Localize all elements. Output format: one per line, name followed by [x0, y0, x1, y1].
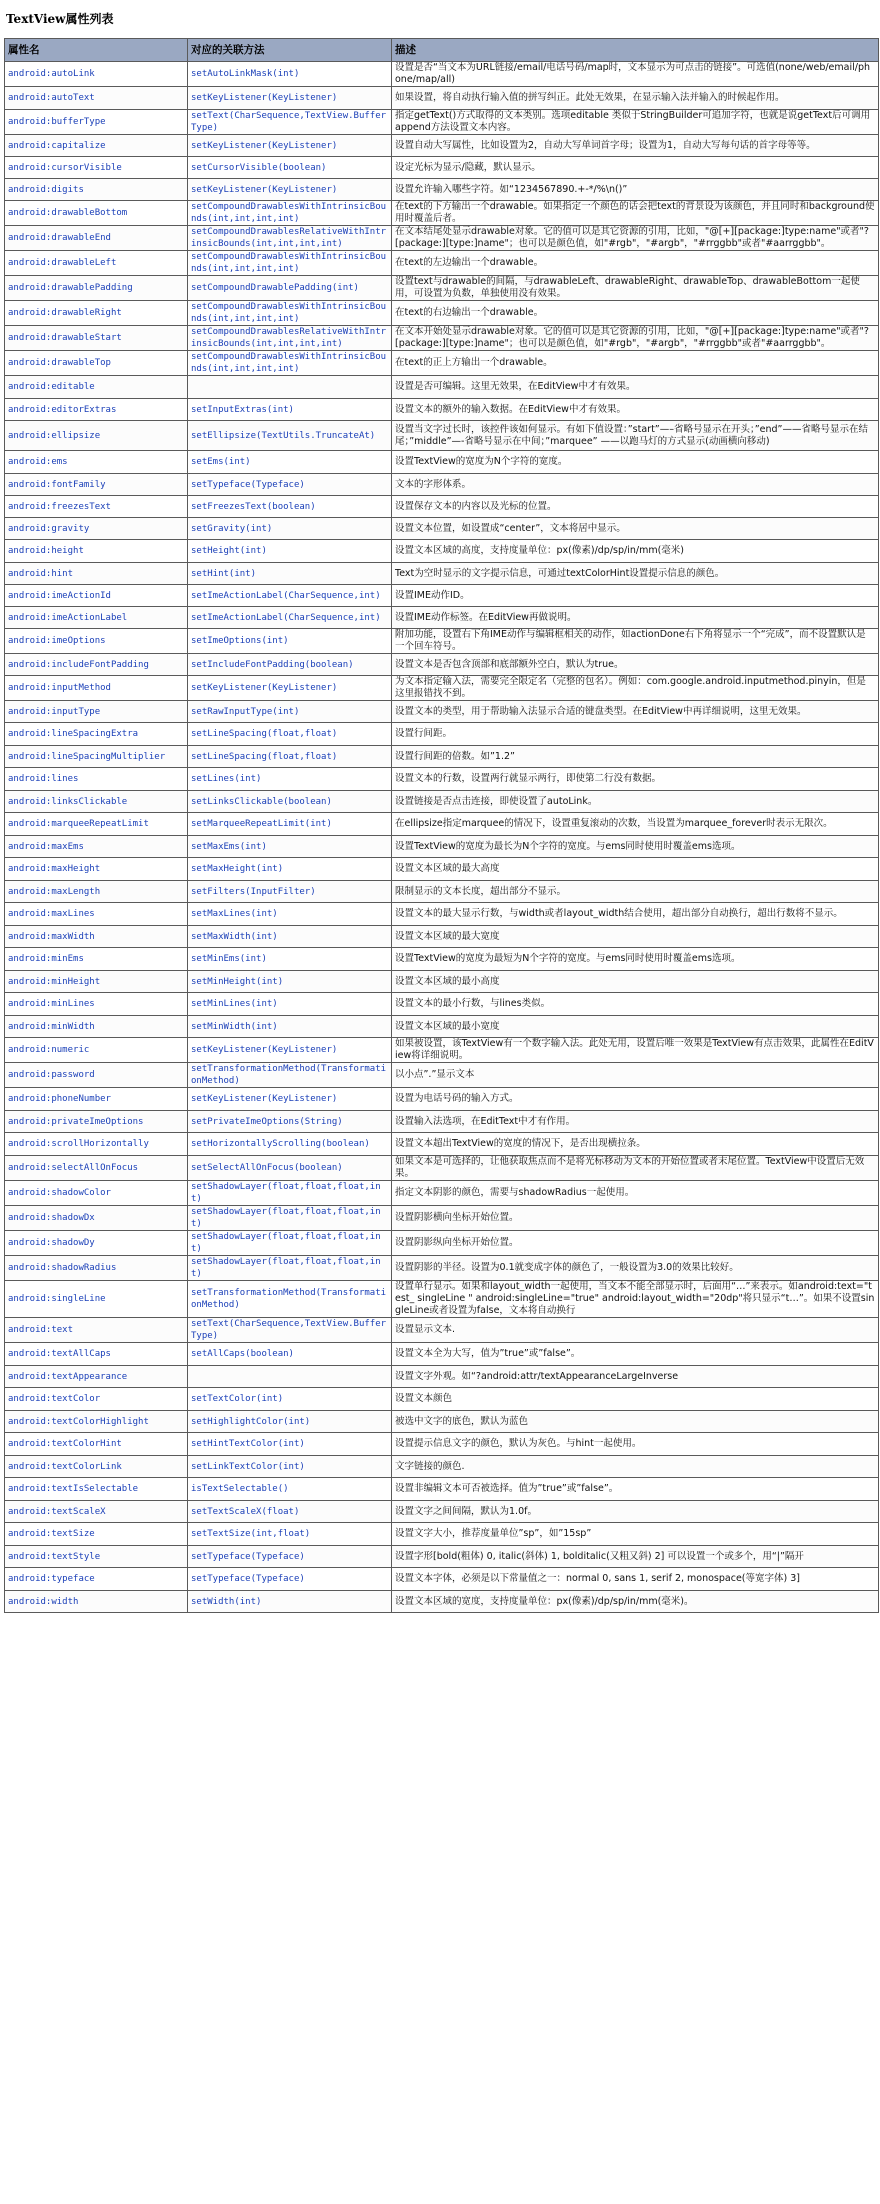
attribute-name-cell: android:maxHeight [5, 858, 188, 881]
description-cell: 指定getText()方式取得的文本类别。选项editable 类似于StringBuilder可追加字符，也就是说getText后可调用append方法设置文本内容。 [392, 110, 879, 135]
method-cell: setEms(int) [188, 451, 392, 474]
method-cell: setLines(int) [188, 768, 392, 791]
description-cell: 设置文本的最大显示行数，与width或者layout_width结合使用，超出部分自动换行，超出行数将不显示。 [392, 903, 879, 926]
attribute-name-cell: android:privateImeOptions [5, 1111, 188, 1133]
description-cell: Text为空时显示的文字提示信息，可通过textColorHint设置提示信息的颜色。 [392, 563, 879, 585]
method-cell: setPrivateImeOptions(String) [188, 1111, 392, 1133]
header-desc: 描述 [392, 39, 879, 62]
description-cell: 在ellipsize指定marquee的情况下，设置重复滚动的次数，当设置为marquee_forever时表示无限次。 [392, 813, 879, 836]
attribute-name-cell: android:shadowColor [5, 1181, 188, 1206]
description-cell: 设置TextView的宽度为最长为N个字符的宽度。与ems同时使用时覆盖ems选项。 [392, 836, 879, 858]
attribute-name-cell: android:editorExtras [5, 399, 188, 421]
description-cell: 设置文本区域的高度，支持度量单位：px(像素)/dp/sp/in/mm(毫米) [392, 540, 879, 563]
method-cell: setTextColor(int) [188, 1388, 392, 1411]
attribute-name-cell: android:singleLine [5, 1281, 188, 1318]
table-row [5, 1206, 879, 1231]
attribute-name-cell: android:shadowDx [5, 1206, 188, 1231]
description-cell: 设置文本区域的最小高度 [392, 971, 879, 993]
description-cell: 设置是否“当文本为URL链接/email/电话号码/map时，文本显示为可点击的链接”。可选值(none/web/email/phone/map/all) [392, 62, 879, 87]
table-row [5, 1281, 879, 1318]
attribute-name-cell: android:gravity [5, 518, 188, 540]
table-row [5, 251, 879, 276]
method-cell: setWidth(int) [188, 1591, 392, 1613]
table-row [5, 723, 879, 746]
method-cell: setMarqueeRepeatLimit(int) [188, 813, 392, 836]
method-cell: setMaxHeight(int) [188, 858, 392, 881]
method-cell: setKeyListener(KeyListener) [188, 87, 392, 110]
attribute-name-cell: android:minLines [5, 993, 188, 1016]
description-cell: 设置文本位置，如设置成“center”，文本将居中显示。 [392, 518, 879, 540]
attribute-name-cell: android:ems [5, 451, 188, 474]
description-cell: 在text的下方输出一个drawable。如果指定一个颜色的话会把text的背景设为该颜色，并且同时和background使用时覆盖后者。 [392, 201, 879, 226]
method-cell: setCompoundDrawablesWithIntrinsicBounds(int,int,int,int) [188, 351, 392, 376]
table-row [5, 179, 879, 201]
attribute-name-cell: android:textAppearance [5, 1366, 188, 1388]
attribute-name-cell: android:maxWidth [5, 926, 188, 948]
attribute-name-cell: android:textIsSelectable [5, 1478, 188, 1501]
attribute-name-cell: android:height [5, 540, 188, 563]
method-cell: setIncludeFontPadding(boolean) [188, 654, 392, 676]
attribute-name-cell: android:autoText [5, 87, 188, 110]
table-row [5, 496, 879, 518]
table-row [5, 629, 879, 654]
attribute-name-cell: android:imeActionLabel [5, 607, 188, 629]
method-cell: setAllCaps(boolean) [188, 1343, 392, 1366]
table-row [5, 301, 879, 326]
attribute-name-cell: android:lineSpacingExtra [5, 723, 188, 746]
table-row [5, 1568, 879, 1591]
table-row [5, 813, 879, 836]
attribute-name-cell: android:freezesText [5, 496, 188, 518]
attribute-name-cell: android:inputType [5, 701, 188, 723]
method-cell: setAutoLinkMask(int) [188, 62, 392, 87]
method-cell: setShadowLayer(float,float,float,int) [188, 1181, 392, 1206]
table-row [5, 1523, 879, 1546]
table-row [5, 201, 879, 226]
method-cell: setHint(int) [188, 563, 392, 585]
description-cell: 设置行间距的倍数。如”1.2” [392, 746, 879, 768]
description-cell: 设置输入法选项，在EditText中才有作用。 [392, 1111, 879, 1133]
header-method: 对应的关联方法 [188, 39, 392, 62]
table-row [5, 110, 879, 135]
description-cell: 设置阴影的半径。设置为0.1就变成字体的颜色了，一般设置为3.0的效果比较好。 [392, 1256, 879, 1281]
table-row [5, 563, 879, 585]
description-cell: 设置文字大小，推荐度量单位”sp”，如”15sp” [392, 1523, 879, 1546]
method-cell: setCompoundDrawablesWithIntrinsicBounds(int,int,int,int) [188, 201, 392, 226]
method-cell: setTextScaleX(float) [188, 1501, 392, 1523]
description-cell: 设置TextView的宽度为最短为N个字符的宽度。与ems同时使用时覆盖ems选项。 [392, 948, 879, 971]
attribute-name-cell: android:minEms [5, 948, 188, 971]
description-cell: 如果被设置，该TextView有一个数字输入法。此处无用，设置后唯一效果是TextView有点击效果，此属性在EditView将详细说明。 [392, 1038, 879, 1063]
attribute-name-cell: android:drawableRight [5, 301, 188, 326]
attribute-name-cell: android:minHeight [5, 971, 188, 993]
table-row [5, 518, 879, 540]
method-cell: setCompoundDrawablesWithIntrinsicBounds(int,int,int,int) [188, 301, 392, 326]
method-cell: setMaxEms(int) [188, 836, 392, 858]
table-row [5, 1256, 879, 1281]
table-row [5, 768, 879, 791]
attribute-name-cell: android:bufferType [5, 110, 188, 135]
table-row [5, 62, 879, 87]
method-cell: setKeyListener(KeyListener) [188, 1038, 392, 1063]
table-row [5, 1343, 879, 1366]
attribute-name-cell: android:text [5, 1318, 188, 1343]
table-row [5, 1388, 879, 1411]
table-row [5, 1038, 879, 1063]
table-row [5, 701, 879, 723]
method-cell: setText(CharSequence,TextView.BufferType) [188, 1318, 392, 1343]
description-cell: 设置TextView的宽度为N个字符的宽度。 [392, 451, 879, 474]
method-cell: setSelectAllOnFocus(boolean) [188, 1156, 392, 1181]
method-cell: setCompoundDrawablesRelativeWithIntrinsicBounds(int,int,int,int) [188, 326, 392, 351]
table-row [5, 881, 879, 903]
method-cell [188, 376, 392, 399]
method-cell: setTypeface(Typeface) [188, 474, 392, 496]
table-row [5, 1411, 879, 1433]
attribute-name-cell: android:textColor [5, 1388, 188, 1411]
method-cell: setKeyListener(KeyListener) [188, 1088, 392, 1111]
attribute-name-cell: android:textSize [5, 1523, 188, 1546]
table-row [5, 276, 879, 301]
attribute-name-cell: android:marqueeRepeatLimit [5, 813, 188, 836]
method-cell: setMinHeight(int) [188, 971, 392, 993]
method-cell: setMaxWidth(int) [188, 926, 392, 948]
description-cell: 设置文本区域的最小宽度 [392, 1016, 879, 1038]
attribute-name-cell: android:cursorVisible [5, 157, 188, 179]
table-row [5, 1231, 879, 1256]
description-cell: 设置文本的类型，用于帮助输入法显示合适的键盘类型。在EditView中再详细说明，这里无效果。 [392, 701, 879, 723]
description-cell: 设置文本的额外的输入数据。在EditView中才有效果。 [392, 399, 879, 421]
attribute-name-cell: android:inputMethod [5, 676, 188, 701]
method-cell: setHighlightColor(int) [188, 1411, 392, 1433]
attribute-name-cell: android:textStyle [5, 1546, 188, 1568]
method-cell: setCompoundDrawablesRelativeWithIntrinsicBounds(int,int,int,int) [188, 226, 392, 251]
description-cell: 设置文本全为大写，值为”true”或”false”。 [392, 1343, 879, 1366]
description-cell: 设置显示文本. [392, 1318, 879, 1343]
attribute-name-cell: android:maxEms [5, 836, 188, 858]
description-cell: 设置文本是否包含顶部和底部额外空白，默认为true。 [392, 654, 879, 676]
table-row [5, 351, 879, 376]
table-row [5, 1063, 879, 1088]
attribute-name-cell: android:fontFamily [5, 474, 188, 496]
table-row [5, 135, 879, 157]
description-cell: 在text的正上方输出一个drawable。 [392, 351, 879, 376]
description-cell: 设置非编辑文本可否被选择。值为”true”或”false”。 [392, 1478, 879, 1501]
description-cell: 设置text与drawable的间隔，与drawableLeft、drawableRight、drawableTop、drawableBottom一起使用，可设置为负数，单独使用没有效果。 [392, 276, 879, 301]
description-cell: 如果文本是可选择的，让他获取焦点而不是将光标移动为文本的开始位置或者末尾位置。TextView中设置后无效果。 [392, 1156, 879, 1181]
description-cell: 附加功能，设置右下角IME动作与编辑框相关的动作，如actionDone右下角将显示一个“完成”，而不设置默认是一个回车符号。 [392, 629, 879, 654]
description-cell: 设置文字外观。如“?android:attr/textAppearanceLargeInverse [392, 1366, 879, 1388]
table-row [5, 948, 879, 971]
attribute-name-cell: android:drawableStart [5, 326, 188, 351]
method-cell: setFilters(InputFilter) [188, 881, 392, 903]
attribute-name-cell: android:maxLength [5, 881, 188, 903]
page-title: TextView属性列表 [6, 12, 114, 26]
table-row [5, 1016, 879, 1038]
description-cell: 设置阴影横向坐标开始位置。 [392, 1206, 879, 1231]
table-row [5, 858, 879, 881]
description-cell: 设置当文字过长时，该控件该如何显示。有如下值设置：”start”—–省略号显示在开头；”end”——省略号显示在结尾；”middle”—-省略号显示在中间；”marquee” ——以跑马灯的方式显示(动画横向移动) [392, 421, 879, 451]
method-cell: isTextSelectable() [188, 1478, 392, 1501]
table-row [5, 1433, 879, 1456]
method-cell: setTransformationMethod(TransformationMethod) [188, 1281, 392, 1318]
attribute-name-cell: android:imeOptions [5, 629, 188, 654]
method-cell: setGravity(int) [188, 518, 392, 540]
table-row [5, 326, 879, 351]
description-cell: 限制显示的文本长度，超出部分不显示。 [392, 881, 879, 903]
attribute-table [4, 38, 879, 1613]
description-cell: 设置允许输入哪些字符。如“1234567890.+-*/%\n()” [392, 179, 879, 201]
attribute-name-cell: android:drawableTop [5, 351, 188, 376]
method-cell: setRawInputType(int) [188, 701, 392, 723]
attribute-name-cell: android:phoneNumber [5, 1088, 188, 1111]
method-cell: setTextSize(int,float) [188, 1523, 392, 1546]
attribute-name-cell: android:textColorHighlight [5, 1411, 188, 1433]
attribute-name-cell: android:drawableLeft [5, 251, 188, 276]
description-cell: 设定光标为显示/隐藏，默认显示。 [392, 157, 879, 179]
description-cell: 以小点”.”显示文本 [392, 1063, 879, 1088]
attribute-name-cell: android:password [5, 1063, 188, 1088]
attribute-name-cell: android:minWidth [5, 1016, 188, 1038]
method-cell: setMinLines(int) [188, 993, 392, 1016]
attribute-name-cell: android:autoLink [5, 62, 188, 87]
method-cell: setLineSpacing(float,float) [188, 723, 392, 746]
method-cell: setMaxLines(int) [188, 903, 392, 926]
method-cell: setMinWidth(int) [188, 1016, 392, 1038]
method-cell: setInputExtras(int) [188, 399, 392, 421]
method-cell: setLinkTextColor(int) [188, 1456, 392, 1478]
description-cell: 为文本指定输入法，需要完全限定名（完整的包名）。例如：com.google.android.inputmethod.pinyin，但是这里报错找不到。 [392, 676, 879, 701]
attribute-name-cell: android:typeface [5, 1568, 188, 1591]
attribute-name-cell: android:textScaleX [5, 1501, 188, 1523]
attribute-name-cell: android:hint [5, 563, 188, 585]
description-cell: 文字链接的颜色. [392, 1456, 879, 1478]
attribute-name-cell: android:shadowRadius [5, 1256, 188, 1281]
description-cell: 设置单行显示。如果和layout_width一起使用，当文本不能全部显示时，后面用“…”来表示。如android:text="test_ singleLine " android:singleLine="true" android:layout_width="20dp"将只显示“t…”。如果不设置singleLine或者设置为false，文本将自动换行 [392, 1281, 879, 1318]
method-cell: setHorizontallyScrolling(boolean) [188, 1133, 392, 1156]
description-cell: 设置IME动作ID。 [392, 585, 879, 607]
description-cell: 设置为电话号码的输入方式。 [392, 1088, 879, 1111]
table-row [5, 1088, 879, 1111]
attribute-name-cell: android:textColorLink [5, 1456, 188, 1478]
method-cell: setLineSpacing(float,float) [188, 746, 392, 768]
table-row [5, 1181, 879, 1206]
attribute-name-cell: android:drawablePadding [5, 276, 188, 301]
method-cell: setShadowLayer(float,float,float,int) [188, 1256, 392, 1281]
attribute-name-cell: android:drawableBottom [5, 201, 188, 226]
description-cell: 在text的左边输出一个drawable。 [392, 251, 879, 276]
attribute-name-cell: android:shadowDy [5, 1231, 188, 1256]
table-row [5, 926, 879, 948]
header-attr: 属性名 [5, 39, 188, 62]
table-row [5, 746, 879, 768]
attribute-name-cell: android:maxLines [5, 903, 188, 926]
table-row [5, 1501, 879, 1523]
method-cell: setKeyListener(KeyListener) [188, 676, 392, 701]
method-cell: setTransformationMethod(TransformationMethod) [188, 1063, 392, 1088]
description-cell: 设置行间距。 [392, 723, 879, 746]
attribute-name-cell: android:includeFontPadding [5, 654, 188, 676]
attribute-name-cell: android:numeric [5, 1038, 188, 1063]
description-cell: 设置链接是否点击连接，即使设置了autoLink。 [392, 791, 879, 813]
table-row [5, 836, 879, 858]
attribute-name-cell: android:capitalize [5, 135, 188, 157]
table-row [5, 1366, 879, 1388]
table-header-row [5, 39, 879, 62]
method-cell: setKeyListener(KeyListener) [188, 135, 392, 157]
method-cell: setImeActionLabel(CharSequence,int) [188, 607, 392, 629]
description-cell: 设置文本字体，必须是以下常量值之一：normal 0, sans 1, serif 2, monospace(等宽字体) 3] [392, 1568, 879, 1591]
description-cell: 设置文本的行数，设置两行就显示两行，即使第二行没有数据。 [392, 768, 879, 791]
attribute-name-cell: android:scrollHorizontally [5, 1133, 188, 1156]
method-cell: setEllipsize(TextUtils.TruncateAt) [188, 421, 392, 451]
method-cell: setHintTextColor(int) [188, 1433, 392, 1456]
method-cell: setMinEms(int) [188, 948, 392, 971]
attribute-name-cell: android:imeActionId [5, 585, 188, 607]
method-cell: setLinksClickable(boolean) [188, 791, 392, 813]
description-cell: 被选中文字的底色，默认为蓝色 [392, 1411, 879, 1433]
table-row [5, 607, 879, 629]
table-row [5, 676, 879, 701]
description-cell: 设置字形[bold(粗体) 0, italic(斜体) 1, bolditalic(又粗又斜) 2] 可以设置一个或多个，用“|”隔开 [392, 1546, 879, 1568]
method-cell: setImeOptions(int) [188, 629, 392, 654]
table-row [5, 421, 879, 451]
table-row [5, 654, 879, 676]
description-cell: 指定文本阴影的颜色，需要与shadowRadius一起使用。 [392, 1181, 879, 1206]
method-cell: setKeyListener(KeyListener) [188, 179, 392, 201]
table-row [5, 993, 879, 1016]
table-body [5, 62, 879, 1613]
attribute-name-cell: android:width [5, 1591, 188, 1613]
method-cell: setTypeface(Typeface) [188, 1546, 392, 1568]
table-row [5, 791, 879, 813]
table-row [5, 157, 879, 179]
method-cell: setShadowLayer(float,float,float,int) [188, 1231, 392, 1256]
method-cell: setTypeface(Typeface) [188, 1568, 392, 1591]
description-cell: 设置文本超出TextView的宽度的情况下，是否出现横拉条。 [392, 1133, 879, 1156]
table-row [5, 376, 879, 399]
table-row [5, 540, 879, 563]
attribute-name-cell: android:selectAllOnFocus [5, 1156, 188, 1181]
attribute-name-cell: android:textAllCaps [5, 1343, 188, 1366]
table-row [5, 474, 879, 496]
table-row [5, 903, 879, 926]
method-cell [188, 1366, 392, 1388]
table-row [5, 585, 879, 607]
table-row [5, 1456, 879, 1478]
method-cell: setShadowLayer(float,float,float,int) [188, 1206, 392, 1231]
method-cell: setCursorVisible(boolean) [188, 157, 392, 179]
description-cell: 在text的右边输出一个drawable。 [392, 301, 879, 326]
description-cell: 设置IME动作标签。在EditView再做说明。 [392, 607, 879, 629]
table-row [5, 451, 879, 474]
method-cell: setCompoundDrawablePadding(int) [188, 276, 392, 301]
table-row [5, 1591, 879, 1613]
method-cell: setImeActionLabel(CharSequence,int) [188, 585, 392, 607]
description-cell: 在文本开始处显示drawable对象。它的值可以是其它资源的引用，比如，"@[+][package:]type:name"或者"?[package:][type:]name"；也可以是颜色值，如"#rgb"，"#argb"，"#rrggbb"或者"#aarrggbb"。 [392, 326, 879, 351]
description-cell: 设置提示信息文字的颜色，默认为灰色。与hint一起使用。 [392, 1433, 879, 1456]
table-row [5, 1156, 879, 1181]
table-row [5, 226, 879, 251]
method-cell: setCompoundDrawablesWithIntrinsicBounds(int,int,int,int) [188, 251, 392, 276]
description-cell: 设置文字之间间隔，默认为1.0f。 [392, 1501, 879, 1523]
description-cell: 设置保存文本的内容以及光标的位置。 [392, 496, 879, 518]
table-row [5, 1478, 879, 1501]
description-cell: 设置文本颜色 [392, 1388, 879, 1411]
attribute-name-cell: android:textColorHint [5, 1433, 188, 1456]
attribute-name-cell: android:digits [5, 179, 188, 201]
table-row [5, 1318, 879, 1343]
attribute-name-cell: android:lines [5, 768, 188, 791]
description-cell: 设置是否可编辑。这里无效果，在EditView中才有效果。 [392, 376, 879, 399]
table-row [5, 1546, 879, 1568]
description-cell: 文本的字形体系。 [392, 474, 879, 496]
table-row [5, 971, 879, 993]
description-cell: 设置文本区域的宽度，支持度量单位：px(像素)/dp/sp/in/mm(毫米)。 [392, 1591, 879, 1613]
attribute-name-cell: android:lineSpacingMultiplier [5, 746, 188, 768]
method-cell: setFreezesText(boolean) [188, 496, 392, 518]
table-row [5, 87, 879, 110]
attribute-name-cell: android:drawableEnd [5, 226, 188, 251]
table-row [5, 1133, 879, 1156]
method-cell: setText(CharSequence,TextView.BufferType) [188, 110, 392, 135]
table-row [5, 1111, 879, 1133]
description-cell: 设置阴影纵向坐标开始位置。 [392, 1231, 879, 1256]
description-cell: 在文本结尾处显示drawable对象。它的值可以是其它资源的引用，比如，"@[+][package:]type:name"或者"?[package:][type:]name"；也可以是颜色值，如"#rgb"，"#argb"，"#rrggbb"或者"#aarrggbb"。 [392, 226, 879, 251]
description-cell: 如果设置，将自动执行输入值的拼写纠正。此处无效果，在显示输入法并输入的时候起作用。 [392, 87, 879, 110]
attribute-name-cell: android:ellipsize [5, 421, 188, 451]
description-cell: 设置自动大写属性，比如设置为2，自动大写单词首字母；设置为1，自动大写每句话的首字母等等。 [392, 135, 879, 157]
attribute-name-cell: android:editable [5, 376, 188, 399]
method-cell: setHeight(int) [188, 540, 392, 563]
description-cell: 设置文本的最小行数，与lines类似。 [392, 993, 879, 1016]
table-row [5, 399, 879, 421]
description-cell: 设置文本区域的最大高度 [392, 858, 879, 881]
description-cell: 设置文本区域的最大宽度 [392, 926, 879, 948]
attribute-name-cell: android:linksClickable [5, 791, 188, 813]
